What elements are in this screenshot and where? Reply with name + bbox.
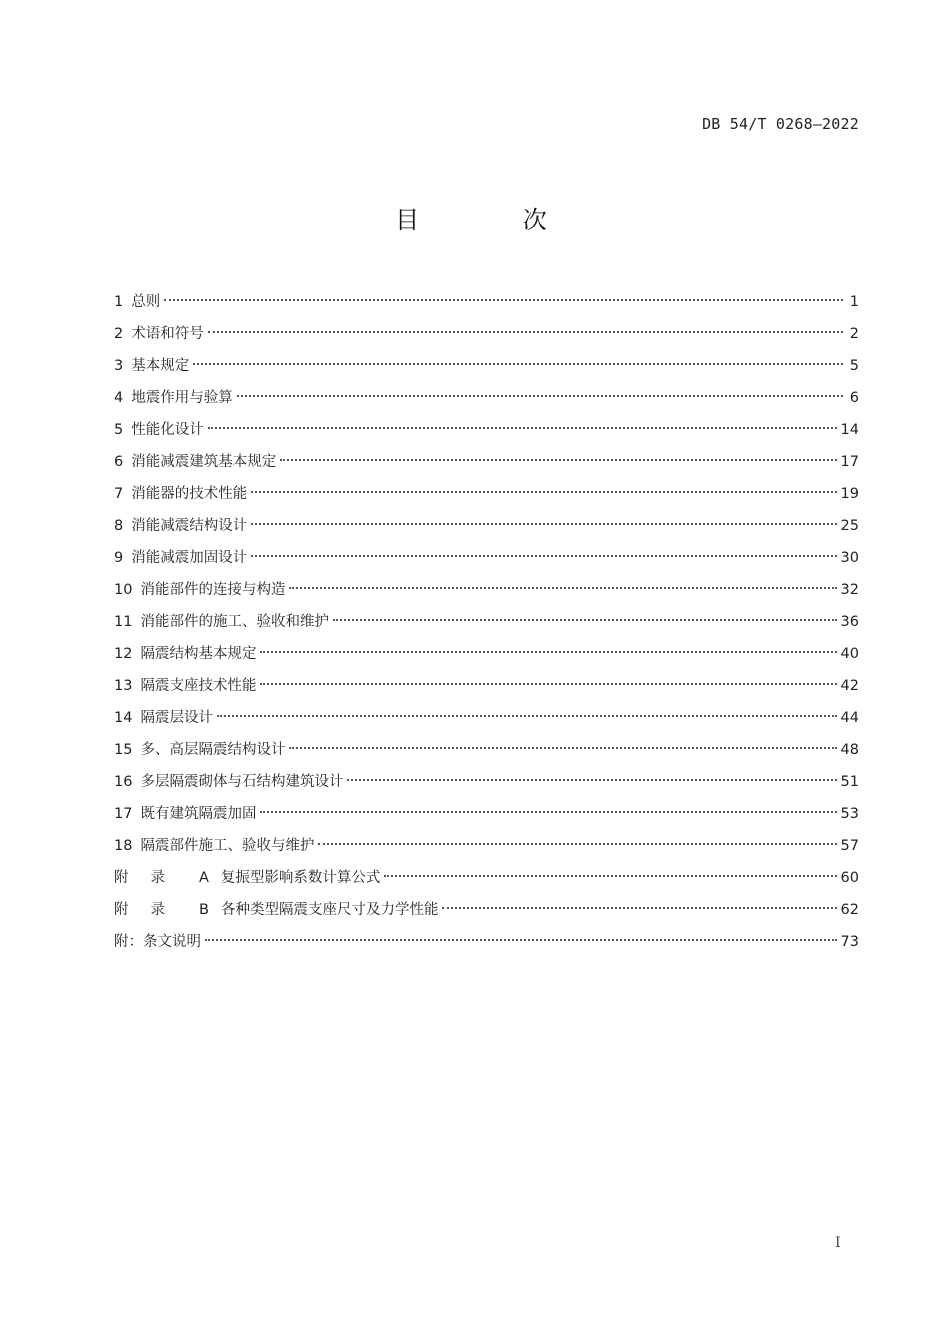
toc-entry-number: 3 — [114, 358, 124, 374]
dot-leader — [442, 907, 836, 909]
toc-entry-page: 36 — [840, 614, 859, 630]
toc-entry[interactable] — [114, 382, 859, 414]
toc-entry[interactable] — [114, 446, 859, 478]
toc-entry-page: 17 — [840, 454, 859, 470]
toc-entry-title: 多层隔震砌体与石结构建筑设计 — [140, 774, 344, 790]
toc-entry-title: 隔震层设计 — [140, 710, 213, 726]
dot-leader — [384, 875, 836, 877]
toc-title: 目 次 — [395, 206, 595, 234]
toc-appendix-entry[interactable] — [114, 894, 859, 926]
appendix-letter: B — [199, 902, 209, 918]
toc-entry-page: 60 — [840, 870, 859, 886]
toc-entry-number: 1 — [114, 294, 124, 310]
toc-entry-title: 复振型影响系数计算公式 — [220, 870, 381, 886]
toc-entry-page: 57 — [840, 838, 859, 854]
dot-leader — [164, 299, 843, 301]
dot-leader — [205, 939, 837, 941]
toc-entry-number: 11 — [114, 614, 133, 630]
toc-entry-page: 2 — [849, 326, 859, 342]
toc-entry-number: 16 — [114, 774, 133, 790]
toc-entry-page: 51 — [840, 774, 859, 790]
toc-entry-number: 10 — [114, 582, 133, 598]
dot-leader — [260, 651, 836, 653]
dot-leader — [251, 491, 836, 493]
toc-entry-number: 12 — [114, 646, 133, 662]
toc-entry[interactable] — [114, 702, 859, 734]
dot-leader — [280, 459, 836, 461]
toc-entry[interactable] — [114, 638, 859, 670]
toc-entry-title: 消能减震建筑基本规定 — [131, 454, 277, 470]
toc-entry-title: 消能部件的施工、验收和维护 — [140, 614, 329, 630]
toc-entry[interactable] — [114, 766, 859, 798]
toc-entry-title: 消能器的技术性能 — [131, 486, 248, 502]
toc-entry-page: 40 — [840, 646, 859, 662]
toc-entry-page: 30 — [840, 550, 859, 566]
dot-leader — [208, 331, 843, 333]
dot-leader — [217, 715, 837, 717]
dot-leader — [251, 523, 836, 525]
toc-entry[interactable] — [114, 414, 859, 446]
toc-entry[interactable] — [114, 318, 859, 350]
toc-entry-title: 消能部件的连接与构造 — [140, 582, 286, 598]
toc-entry[interactable] — [114, 574, 859, 606]
toc-entry[interactable] — [114, 478, 859, 510]
dot-leader — [260, 683, 836, 685]
toc-entry-page: 48 — [840, 742, 859, 758]
toc-entry-title: 隔震支座技术性能 — [140, 678, 257, 694]
dot-leader — [318, 843, 836, 845]
toc-entry[interactable] — [114, 606, 859, 638]
toc-entry-number: 6 — [114, 454, 124, 470]
toc-entry-number: 9 — [114, 550, 124, 566]
toc-entry-page: 19 — [840, 486, 859, 502]
document-code: DB 54/T 0268—2022 — [702, 115, 859, 133]
dot-leader — [289, 747, 836, 749]
toc-entry-page: 32 — [840, 582, 859, 598]
toc-entry-page: 53 — [840, 806, 859, 822]
dot-leader — [208, 427, 837, 429]
dot-leader — [347, 779, 836, 781]
toc-entry[interactable] — [114, 286, 859, 318]
toc-entry-number: 14 — [114, 710, 133, 726]
toc-entry-title: 消能减震结构设计 — [131, 518, 248, 534]
dot-leader — [237, 395, 843, 397]
toc-entry-title: 多、高层隔震结构设计 — [140, 742, 286, 758]
toc-entry-page: 62 — [840, 902, 859, 918]
toc-entry-number: 2 — [114, 326, 124, 342]
dot-leader — [289, 587, 836, 589]
toc-entry-title: 地震作用与验算 — [131, 390, 233, 406]
toc-entry-title: 隔震结构基本规定 — [140, 646, 257, 662]
toc-entry-title: 性能化设计 — [131, 422, 204, 438]
toc-explanation-entry[interactable] — [114, 926, 859, 958]
toc-entry-page: 1 — [849, 294, 859, 310]
appendix-letter: A — [199, 870, 209, 886]
toc-entry[interactable] — [114, 734, 859, 766]
toc-entry-page: 14 — [840, 422, 859, 438]
toc-entry-title: 术语和符号 — [131, 326, 204, 342]
toc-entry-title: 基本规定 — [131, 358, 190, 374]
toc-entry-page: 5 — [849, 358, 859, 374]
toc-entry[interactable] — [114, 510, 859, 542]
toc-entry-page: 44 — [840, 710, 859, 726]
dot-leader — [333, 619, 837, 621]
toc-entry-number: 7 — [114, 486, 124, 502]
dot-leader — [193, 363, 843, 365]
toc-entry-number: 18 — [114, 838, 133, 854]
toc-entry[interactable] — [114, 350, 859, 382]
toc-entry-title: 消能减震加固设计 — [131, 550, 248, 566]
toc-entry-page: 25 — [840, 518, 859, 534]
appendix-prefix: 附录 — [114, 870, 187, 886]
toc-entry[interactable] — [114, 670, 859, 702]
toc-entry-number: 13 — [114, 678, 133, 694]
appendix-prefix: 附录 — [114, 902, 187, 918]
toc-entry[interactable] — [114, 542, 859, 574]
toc-entry-page: 73 — [840, 934, 859, 950]
table-of-contents — [114, 286, 859, 958]
toc-entry-title: 各种类型隔震支座尺寸及力学性能 — [220, 902, 439, 918]
toc-entry-title: 总则 — [131, 294, 161, 310]
toc-entry-title: 既有建筑隔震加固 — [140, 806, 257, 822]
toc-appendix-entry[interactable] — [114, 862, 859, 894]
toc-entry-number: 5 — [114, 422, 124, 438]
toc-entry-number: 8 — [114, 518, 124, 534]
dot-leader — [260, 811, 836, 813]
toc-entry-title: 隔震部件施工、验收与维护 — [140, 838, 315, 854]
toc-entry-title: 附：条文说明 — [114, 934, 201, 950]
toc-entry-page: 42 — [840, 678, 859, 694]
toc-entry-number: 4 — [114, 390, 124, 406]
toc-entry[interactable] — [114, 830, 859, 862]
toc-entry-number: 15 — [114, 742, 133, 758]
toc-entry-page: 6 — [849, 390, 859, 406]
page-number: I — [835, 1235, 841, 1251]
dot-leader — [251, 555, 836, 557]
toc-entry-number: 17 — [114, 806, 133, 822]
toc-entry[interactable] — [114, 798, 859, 830]
